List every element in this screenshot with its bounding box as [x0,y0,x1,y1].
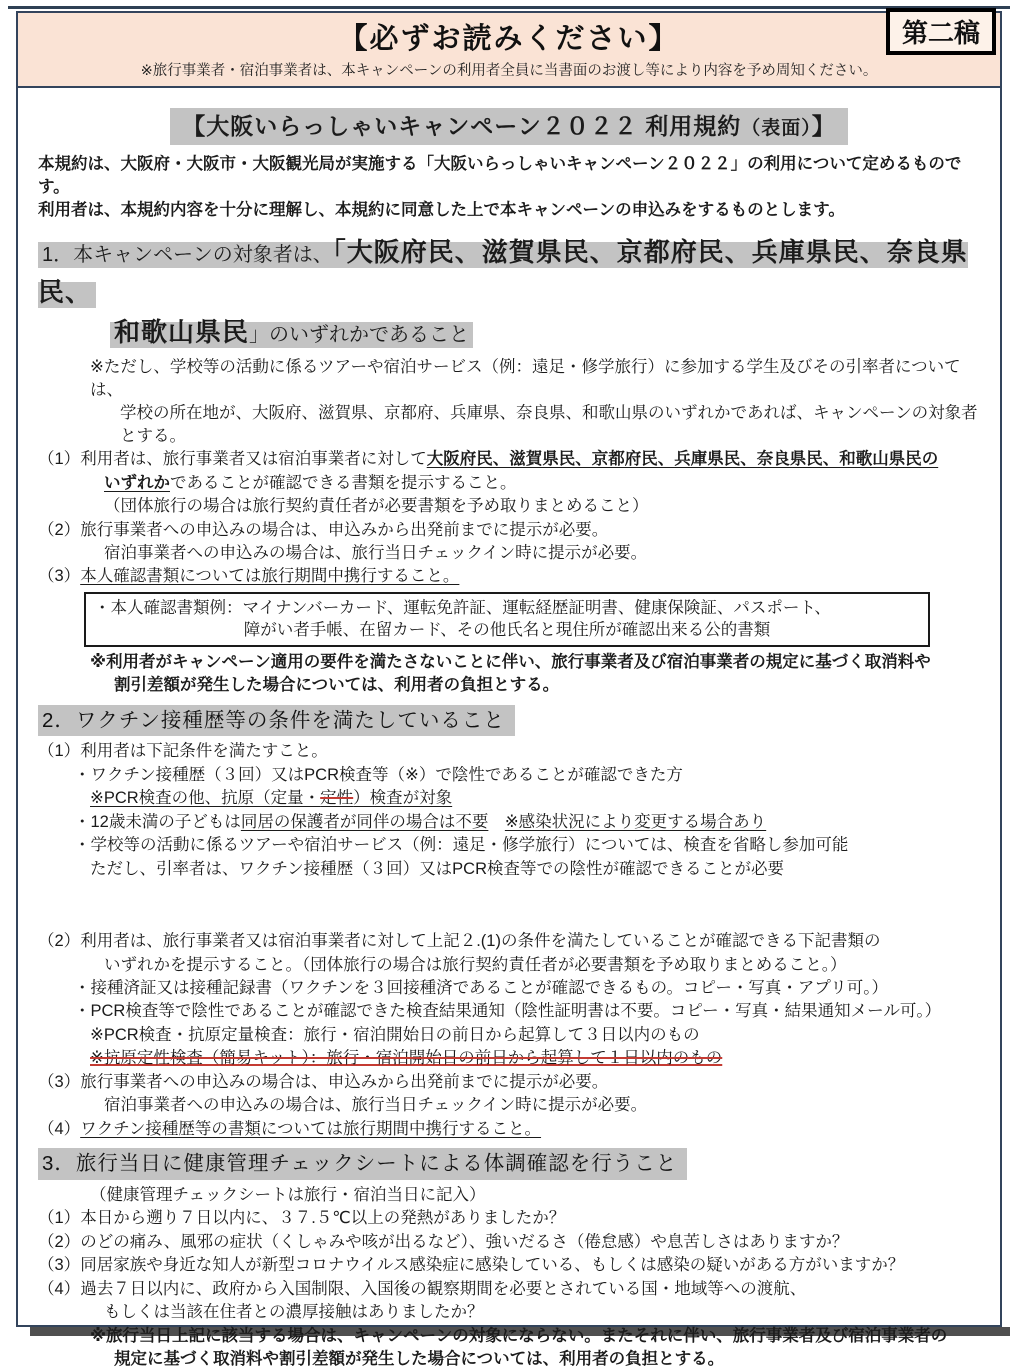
section2-item2-line1 [38,930,986,952]
section1-item1-pre: 利用者は、旅行事業者又は宿泊事業者に対して [80,450,427,469]
section2-bullet1-note [90,787,986,809]
section2-bullet2-underline2: ※感染状況により変更する場合あり [504,812,767,831]
section2-heading [38,705,515,737]
section1-item1-underline-2: いずれか [104,473,170,492]
page-top-rule [8,6,1010,9]
section3-q4-line2: もしくは当該在住者との濃厚接触はありましたか？ [104,1303,484,1322]
section1-note-line2: 学校の所在地が、大阪府、滋賀県、京都府、兵庫県、奈良県、和歌山県のいずれかであれば、キャンペーンの対象者とする。 [120,404,978,445]
section1-number: 1． [42,243,74,266]
draft-version-badge: 第二稿 [886,8,996,55]
section1-item1-subline: （団体旅行の場合は旅行契約責任者が必要書類を予め取りまとめること） [104,497,649,516]
section3-q1-text: 本日から遡り７日以内に、３７.５℃以上の発熱がありましたか？ [80,1209,566,1228]
section3-number: 3． [42,1152,76,1176]
section3-q4-line1 [38,1278,986,1300]
section3-subnote: （健康管理チェックシートは旅行・宿泊当日に記入） [90,1185,486,1204]
section1-item3-label: （3） [38,567,81,586]
section3-q2-text: のどの痛み、風邪の症状（くしゃみや咳が出るなど）、強いだるさ（倦怠感）や息苦しさはありますか？ [80,1232,849,1251]
section2-item2-text1: 利用者は、旅行事業者又は宿泊事業者に対して上記２.(1)の条件を満たしていることが確認できる下記書類の [80,932,881,951]
section1-item1-label: （1） [38,450,81,469]
section2-number: 2． [42,708,76,732]
section3-q3 [38,1254,986,1276]
section2-item3-text1: 旅行事業者への申込みの場合は、申込みから出発前までに提示が必要。 [80,1072,609,1091]
section2-pcr-note-struck: 定性 [320,789,354,808]
section2-item2-label: （2） [38,932,81,951]
section2-item1-label: （1） [38,742,81,761]
doc-title-close: 】 [811,113,836,139]
section1-heading-line2 [110,312,986,352]
section2-item3-line1 [38,1071,986,1093]
section1-heading [38,232,986,353]
section1-heading-line1 [38,232,986,313]
section2-bullet3-line2: ただし、引率者は、ワクチン接種歴（３回）又はPCR検査等での陰性が確認できることが必要 [90,859,785,878]
section2-bullet2 [74,811,986,833]
section1-heading-post: 」のいずれかであること [249,324,470,347]
id-documents-box [84,592,930,647]
section1-note-line1: ※ただし、学校等の活動に係るツアーや宿泊サービス（例：遠足・修学旅行）に参加する学生及びその引率者については、 [90,358,961,399]
id-documents-line2: 障がい者手帳、在留カード、その他氏名と現住所が確認出来る公的書類 [243,621,771,640]
section2-validity-note1: ※PCR検査・抗原定量検査：旅行・宿泊開始日の前日から起算して３日以内のもの [90,1025,700,1044]
section2-bullet4: ・接種済証又は接種記録書（ワクチンを３回接種済であることが確認できるもの。コピー・写真・アプリ可。） [74,978,888,997]
section2-heading-row [38,705,986,737]
section1-item1-line1 [38,448,986,470]
section2-heading-text: ワクチン接種歴等の条件を満たしていること [75,708,505,732]
section1-heading-prefectures-2: 和歌山県民 [114,317,250,348]
section1-item2-text1: 旅行事業者への申込みの場合は、申込みから出発前までに提示が必要。 [80,520,609,539]
section1-item3 [38,565,986,587]
document-page [0,6,1018,1368]
section3-q3-text: 同居家族や身近な知人が新型コロナウイルス感染症に感染している、もしくは感染の疑いがある方がいますか？ [80,1256,905,1275]
section2-item1-text: 利用者は下記条件を満たすこと。 [80,742,328,761]
notice-title: 【必ずお読みください】 [338,23,680,55]
section3-q4-label: （4） [38,1279,81,1298]
section2-item3-label: （3） [38,1072,81,1091]
section2-item2-line2: いずれかを提示すること。（団体旅行の場合は旅行契約責任者が必要書類を予め取りまとめること。） [104,955,847,974]
section3-q1 [38,1207,986,1229]
section3-q1-label: （1） [38,1209,81,1228]
section2-pcr-note-pre: ※PCR検査の他、抗原（定量・ [90,789,321,808]
section2-item1 [38,740,986,762]
section2-struck-text: ※抗原定性検査（簡易キット）：旅行・宿泊開始日の前日から起算して１日以内のもの [90,1049,723,1068]
section2-bullet2-underline1: 同居の保護者が同伴の場合は不要 [240,812,489,831]
doc-title-side-label: （表面） [741,118,812,139]
section3-heading [38,1148,687,1180]
section1-warning-line2: 割引差額が発生した場合については、利用者の負担とする。 [114,676,560,695]
section1-item2-line2: 宿泊事業者への申込みの場合は、旅行当日チェックイン時に提示が必要。 [104,543,648,562]
section3-warning-line2: 規定に基づく取消料や割引差額が発生した場合については、利用者の負担とする。 [114,1349,725,1368]
section2-item4-text: ワクチン接種歴等の書類については旅行期間中携行すること。 [80,1119,542,1138]
section2-item3-line2: 宿泊事業者への申込みの場合は、旅行当日チェックイン時に提示が必要。 [104,1096,648,1115]
section2-pcr-note-post: ）検査が対象 [353,789,453,808]
section3-warning-line1: ※旅行当日上記に該当する場合は、キャンペーンの対象にならない。またそれに伴い、旅行事業者及び宿泊事業者の [90,1326,948,1345]
section1-heading-prefectures-1: 「大阪府民、滋賀県民、京都府民、兵庫県民、奈良県民、 [38,236,968,307]
id-documents-line1: ・本人確認書類例：マイナンバーカード、運転免許証、運転経歴証明書、健康保険証、パスポート、 [94,598,831,617]
section2-bullet2-pre: ・12歳未満の子どもは [74,812,241,831]
section1-heading-pre: 本キャンペーンの対象者は、 [73,243,333,266]
section2-validity-note2-struck [90,1047,986,1069]
doc-title-row [32,108,986,145]
section2-bullet5: ・PCR検査等で陰性であることが確認できた検査結果通知（陰性証明書は不要。コピー・写真・結果通知メール可。） [74,1002,942,1021]
section3-heading-text: 旅行当日に健康管理チェックシートによる体調確認を行うこと [75,1152,678,1176]
notice-header-band [18,13,1000,88]
section2-spacer [32,881,986,929]
section2-bullet1: ・ワクチン接種歴（３回）又はPCR検査等（※）で陰性であることが確認できた方 [74,765,683,784]
intro-line-1: 本規約は、大阪府・大阪市・大阪観光局が実施する「大阪いらっしゃいキャンペーン２０２２」の利用について定めるものです。 [38,155,962,196]
section3-heading-row [38,1148,986,1180]
section2-item4-label: （4） [38,1119,81,1138]
section2-bullet3-line1: ・学校等の活動に係るツアーや宿泊サービス（例：遠足・修学旅行）については、検査を省略し参加可能 [74,836,849,855]
section3-q2-label: （2） [38,1232,81,1251]
doc-title [170,108,847,145]
notice-subnote: ※旅行事業者・宿泊事業者は、本キャンペーンの利用者全員に当書面のお渡し等により内容を予め周知ください。 [140,63,878,79]
section2-item4 [38,1118,986,1140]
document-frame [16,11,1002,1368]
section2-bullet2-gap [488,813,505,831]
intro-line-2: 利用者は、本規約内容を十分に理解し、本規約に同意した上で本キャンペーンの申込みをするものとします。 [38,201,845,220]
terms-content [18,88,1000,1370]
section1-item2-label: （2） [38,520,81,539]
section3-q2 [38,1231,986,1253]
section1-warning-line1: ※利用者がキャンペーン適用の要件を満たさないことに伴い、旅行事業者及び宿泊事業者の規定に基づく取消料や [90,652,931,671]
section1-item1-post: であることが確認できる書類を提示すること。 [170,473,517,492]
section1-item2-line1 [38,519,986,541]
section1-item1-line2 [104,472,986,494]
section3-q3-label: （3） [38,1256,81,1275]
section3-q4-text1: 過去７日以内に、政府から入国制限、入国後の観察期間を必要とされている国・地域等への渡航、 [80,1279,807,1298]
doc-title-main: 【大阪いらっしゃいキャンペーン２０２２ 利用規約 [182,113,742,139]
section1-item1-underline-1: 大阪府民、滋賀県民、京都府民、兵庫県民、奈良県民、和歌山県民の [426,450,939,469]
section1-item3-text: 本人確認書類については旅行期間中携行すること。 [80,567,460,586]
